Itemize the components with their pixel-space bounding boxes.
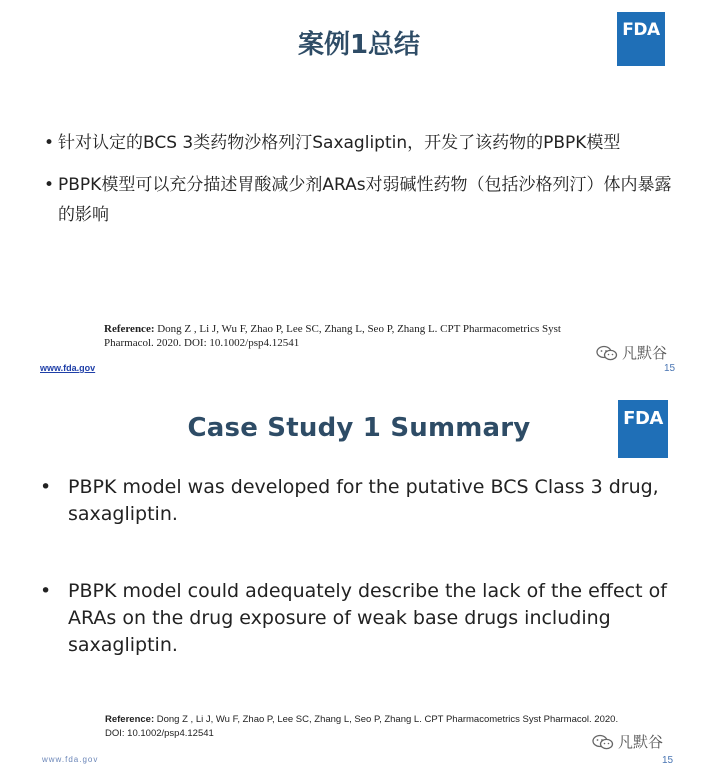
bullet-marker: • xyxy=(40,580,52,602)
bullet-list-cn xyxy=(44,128,684,242)
reference-text: Dong Z , Li J, Wu F, Zhao P, Lee SC, Zhang L, Seo P, Zhang L. CPT Pharmacometrics Syst Pharmacol. 2020. DOI: 10.1002/psp4.12541 xyxy=(105,714,619,739)
bullet-item xyxy=(44,128,684,158)
bullet-item xyxy=(40,578,680,659)
watermark-text: 凡默谷 xyxy=(622,344,668,362)
bullet-item xyxy=(40,474,680,528)
slide-title-en: Case Study 1 Summary xyxy=(187,413,531,443)
slide-english xyxy=(0,388,718,780)
bullet-text: PBPK model could adequately describe the lack of the effect of ARAs on the drug exposure of weak base drugs including saxagliptin. xyxy=(68,580,667,656)
reference-label: Reference: xyxy=(105,714,155,725)
bullet-marker: • xyxy=(44,133,55,153)
fda-logo: FDA xyxy=(617,12,665,66)
fda-site-link[interactable]: www.fda.gov xyxy=(40,363,96,373)
bullet-text: 针对认定的BCS 3类药物沙格列汀Saxagliptin，开发了该药物的PBPK模型 xyxy=(58,133,621,153)
slide-chinese xyxy=(0,0,718,388)
watermark xyxy=(596,342,667,363)
bullet-text: PBPK model was developed for the putative BCS Class 3 drug, saxagliptin. xyxy=(68,476,659,525)
slide-title-cn: 案例1总结 xyxy=(297,30,421,60)
wechat-icon xyxy=(596,345,618,361)
reference-en xyxy=(105,713,625,741)
reference-text: Dong Z , Li J, Wu F, Zhao P, Lee SC, Zhang L, Seo P, Zhang L. CPT Pharmacometrics Syst Pharmacol. 2020. DOI: 10.1002/psp4.12541 xyxy=(104,323,561,349)
reference-cn xyxy=(104,322,564,350)
bullet-text: PBPK模型可以充分描述胃酸减少剂ARAs对弱碱性药物（包括沙格列汀）体内暴露的影响 xyxy=(58,175,672,225)
wechat-icon xyxy=(592,734,614,750)
page-number: 15 xyxy=(664,363,676,374)
bullet-list-en xyxy=(40,474,680,659)
bullet-item xyxy=(44,170,684,230)
watermark-text: 凡默谷 xyxy=(618,733,664,751)
fda-site-link[interactable]: www.fda.gov xyxy=(42,755,99,764)
fda-logo: FDA xyxy=(618,400,668,458)
watermark xyxy=(592,731,663,752)
page-number: 15 xyxy=(662,755,674,766)
reference-label: Reference: xyxy=(104,323,155,335)
bullet-marker: • xyxy=(44,175,55,195)
bullet-marker: • xyxy=(40,476,52,498)
